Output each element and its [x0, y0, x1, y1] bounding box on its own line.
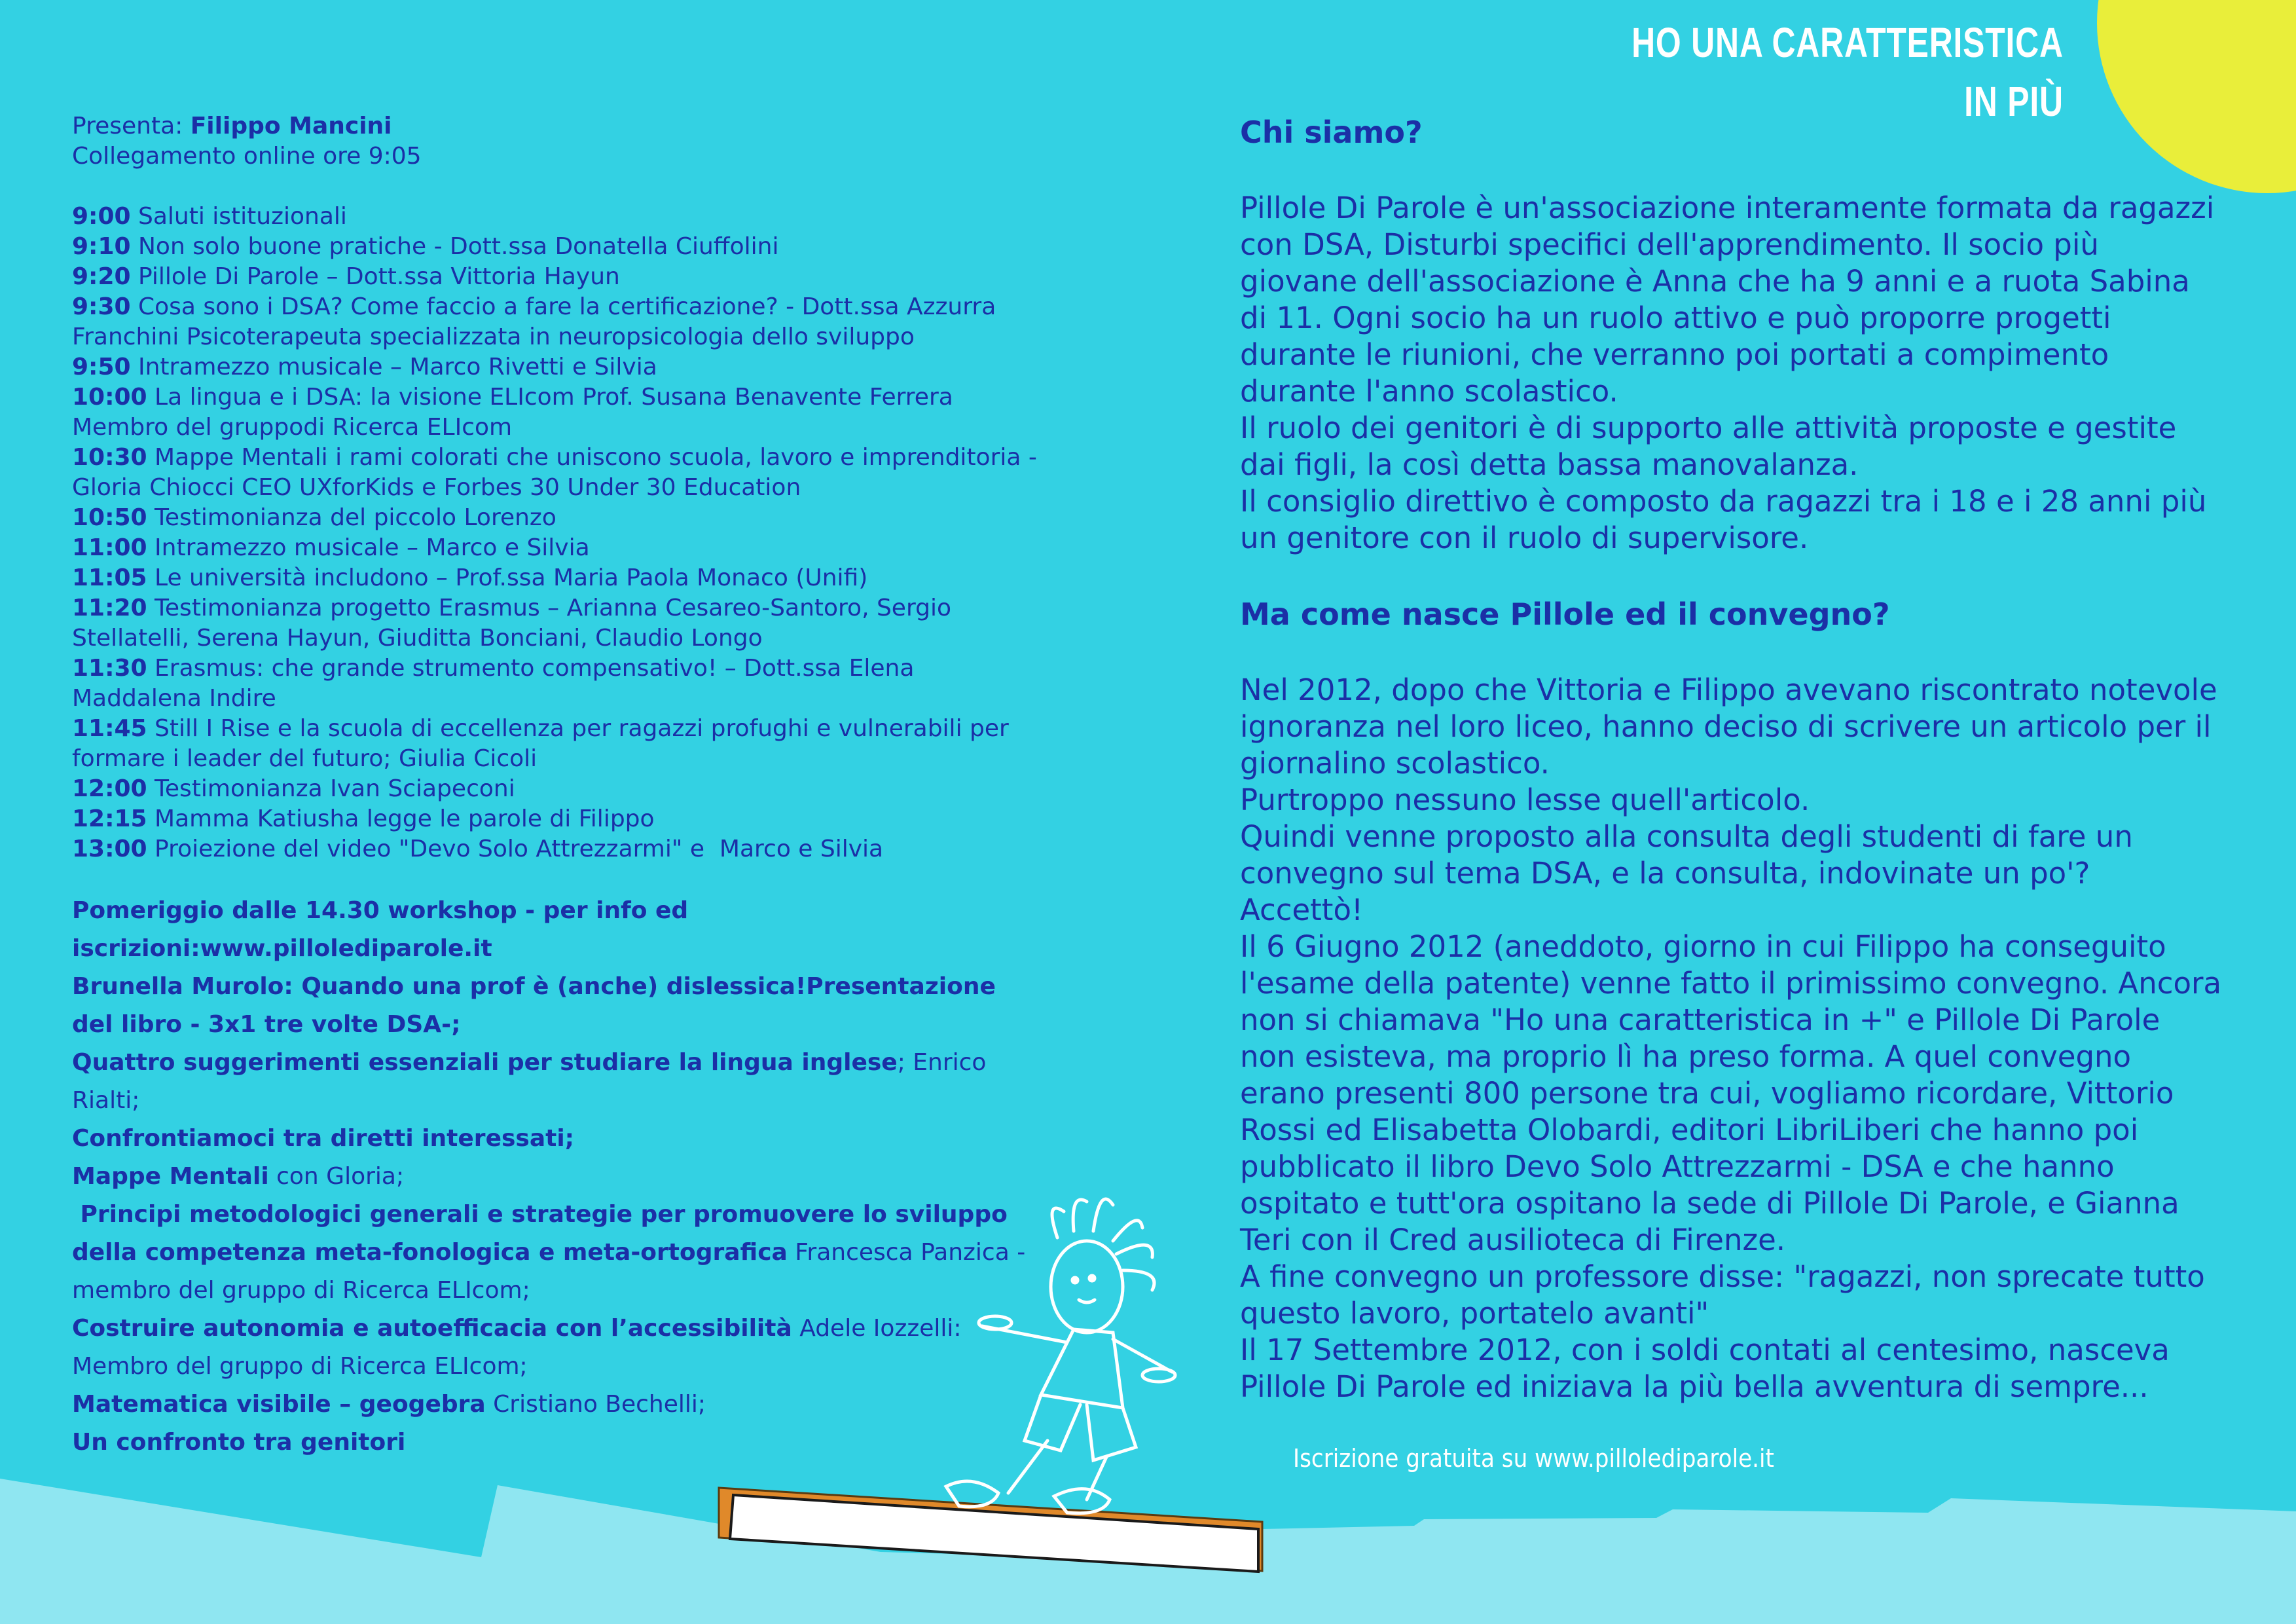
- schedule-text: Stellatelli, Serena Hayun, Giuditta Bonciani, Claudio Longo: [72, 625, 763, 652]
- schedule-text: Testimonianza Ivan Sciapeconi: [147, 775, 515, 802]
- schedule-text: Still I Rise e la scuola di eccellenza per ragazzi profughi e vulnerabili per: [147, 715, 1009, 742]
- workshop-item: [72, 1386, 1093, 1424]
- schedule-time: 11:30: [72, 655, 147, 682]
- about-section: [1240, 111, 2235, 1405]
- schedule-item: [72, 533, 1093, 563]
- workshop-speaker: membro del gruppo di Ricerca ELIcom;: [72, 1277, 530, 1304]
- schedule-item: [72, 804, 1093, 834]
- workshop-title: del libro - 3x1 tre volte DSA-;: [72, 1011, 461, 1038]
- schedule-time: 10:50: [72, 504, 147, 531]
- schedule-item: [72, 443, 1093, 473]
- workshop-speaker: con Gloria;: [268, 1163, 405, 1190]
- paragraph-line: durante l'anno scolastico.: [1240, 374, 1618, 409]
- brand-title-line2: IN PIÙ: [1964, 78, 2064, 125]
- workshop-item: [72, 1006, 1093, 1044]
- about-heading-who: Chi siamo?: [1240, 115, 1423, 150]
- presenter-line: [72, 111, 1093, 141]
- schedule-item: [72, 593, 1093, 623]
- workshop-title: Principi metodologici generali e strategie per promuovere lo sviluppo: [72, 1201, 1008, 1228]
- workshop-title: Mappe Mentali: [72, 1163, 269, 1190]
- workshop-item: [72, 1082, 1093, 1120]
- schedule-item: [72, 322, 1093, 352]
- schedule-text: Pillole Di Parole – Dott.ssa Vittoria Hayun: [130, 263, 620, 290]
- brand-title-line1: HO UNA CARATTERISTICA: [1631, 19, 2064, 66]
- schedule-item: [72, 292, 1093, 322]
- schedule-text: Cosa sono i DSA? Come faccio a fare la certificazione? - Dott.ssa Azzurra: [130, 293, 996, 320]
- workshop-title: Confrontiamoci tra diretti interessati;: [72, 1125, 575, 1152]
- paragraph-line: ignoranza nel loro liceo, hanno deciso di scrivere un articolo per il: [1240, 709, 2212, 744]
- workshop-item: [72, 1158, 1093, 1196]
- schedule-text: Le università includono – Prof.ssa Maria Paola Monaco (Unifi): [147, 564, 868, 591]
- about-paragraph-origin: [1240, 672, 2235, 1405]
- workshop-speaker: Adele Iozzelli:: [792, 1315, 962, 1342]
- schedule-item: [72, 684, 1093, 714]
- paragraph-line: erano presenti 800 persone tra cui, vogliamo ricordare, Vittorio: [1240, 1076, 2174, 1111]
- workshop-item: [72, 1424, 1093, 1462]
- workshop-title: Un confronto tra genitori: [72, 1429, 406, 1456]
- schedule-time: 12:15: [72, 805, 147, 832]
- workshop-item: [72, 1120, 1093, 1158]
- workshop-speaker: Cristiano Bechelli;: [485, 1391, 706, 1418]
- schedule-time: 9:00: [72, 203, 131, 230]
- schedule-item: [72, 654, 1093, 684]
- presenter-name: Filippo Mancini: [190, 113, 392, 139]
- schedule-time: 11:45: [72, 715, 147, 742]
- schedule-time: 9:10: [72, 233, 131, 260]
- paragraph-line: giovane dell'associazione è Anna che ha 9 anni e a ruota Sabina: [1240, 264, 2190, 299]
- schedule-item: [72, 382, 1093, 413]
- paragraph-line: l'esame della patente) venne fatto il primissimo convegno. Ancora: [1240, 966, 2222, 1001]
- schedule-item: [72, 834, 1093, 864]
- paragraph-line: Quindi venne proposto alla consulta degli studenti di fare un: [1240, 819, 2133, 854]
- workshop-item: [72, 1272, 1093, 1310]
- schedule-text: Maddalena Indire: [72, 685, 276, 712]
- schedule-item: [72, 503, 1093, 533]
- paragraph-line: un genitore con il ruolo di supervisore.: [1240, 521, 1809, 555]
- paragraph-line: pubblicato il libro Devo Solo Attrezzarmi - DSA e che hanno: [1240, 1149, 2115, 1184]
- schedule-text: Testimonianza del piccolo Lorenzo: [147, 504, 556, 531]
- schedule-text: Gloria Chiocci CEO UXforKids e Forbes 30 Under 30 Education: [72, 474, 801, 501]
- workshop-speaker: Rialti;: [72, 1087, 140, 1114]
- paragraph-line: non si chiamava "Ho una caratteristica in +" e Pillole Di Parole: [1240, 1003, 2160, 1037]
- presenter-label: Presenta:: [72, 113, 191, 139]
- program-schedule: [72, 111, 1093, 864]
- schedule-item: [72, 563, 1093, 593]
- workshop-title: Quattro suggerimenti essenziali per studiare la lingua inglese: [72, 1049, 898, 1076]
- schedule-text: Mappe Mentali i rami colorati che uniscono scuola, lavoro e imprenditoria -: [147, 444, 1037, 471]
- schedule-text: Membro del gruppodi Ricerca ELIcom: [72, 414, 513, 441]
- paragraph-line: questo lavoro, portatelo avanti": [1240, 1296, 1709, 1331]
- schedule-text: formare i leader del futuro; Giulia Cicoli: [72, 745, 538, 772]
- schedule-time: 10:30: [72, 444, 147, 471]
- schedule-time: 10:00: [72, 384, 147, 411]
- schedule-text: Erasmus: che grande strumento compensativo! – Dott.ssa Elena: [147, 655, 915, 682]
- schedule-item: [72, 413, 1093, 443]
- schedule-time: 12:00: [72, 775, 147, 802]
- schedule-item: [72, 473, 1093, 503]
- workshop-title: iscrizioni:www.pillolediparole.it: [72, 935, 492, 962]
- schedule-time: 13:00: [72, 836, 147, 862]
- workshop-speaker: Membro del gruppo di Ricerca ELIcom;: [72, 1353, 528, 1380]
- schedule-time: 11:00: [72, 534, 147, 561]
- paragraph-line: dai figli, la così detta bassa manovalanza.: [1240, 447, 1859, 482]
- workshop-title: Matematica visibile – geogebra: [72, 1391, 486, 1418]
- about-heading-origin: Ma come nasce Pillole ed il convegno?: [1240, 597, 1890, 632]
- schedule-text: La lingua e i DSA: la visione ELIcom Prof. Susana Benavente Ferrera: [147, 384, 953, 411]
- paragraph-line: giornalino scolastico.: [1240, 746, 1550, 781]
- schedule-text: Proiezione del video "Devo Solo Attrezzarmi" e Marco e Silvia: [147, 836, 884, 862]
- paragraph-line: Rossi ed Elisabetta Olobardi, editori LibriLiberi che hanno poi: [1240, 1113, 2139, 1147]
- paragraph-line: convegno sul tema DSA, e la consulta, indovinate un po'?: [1240, 856, 2090, 891]
- workshop-title: Costruire autonomia e autoefficacia con l’accessibilità: [72, 1315, 792, 1342]
- schedule-text: Non solo buone pratiche - Dott.ssa Donatella Ciuffolini: [130, 233, 779, 260]
- schedule-list: [72, 202, 1093, 864]
- paragraph-line: Pillole Di Parole è un'associazione interamente formata da ragazzi: [1240, 191, 2215, 225]
- schedule-item: [72, 262, 1093, 292]
- paragraph-line: Nel 2012, dopo che Vittoria e Filippo avevano riscontrato notevole: [1240, 673, 2217, 707]
- workshop-title: Pomeriggio dalle 14.30 workshop - per info ed: [72, 897, 689, 924]
- workshop-item: [72, 1196, 1093, 1234]
- online-connection-note: Collegamento online ore 9:05: [72, 143, 422, 170]
- paragraph-line: A fine convegno un professore disse: "ragazzi, non sprecate tutto: [1240, 1259, 2205, 1294]
- schedule-item: [72, 202, 1093, 232]
- paragraph-line: Teri con il Cred ausilioteca di Firenze.: [1240, 1223, 1786, 1257]
- schedule-time: 9:30: [72, 293, 131, 320]
- schedule-item: [72, 352, 1093, 382]
- paragraph-line: Il 17 Settembre 2012, con i soldi contati al centesimo, nasceva: [1240, 1333, 2170, 1367]
- schedule-item: [72, 714, 1093, 744]
- schedule-time: 11:20: [72, 595, 147, 621]
- paragraph-line: di 11. Ogni socio ha un ruolo attivo e può proporre progetti: [1240, 301, 2111, 335]
- schedule-text: Testimonianza progetto Erasmus – Arianna Cesareo-Santoro, Sergio: [147, 595, 952, 621]
- paragraph-line: Il consiglio direttivo è composto da ragazzi tra i 18 e i 28 anni più: [1240, 484, 2207, 519]
- signup-note: Iscrizione gratuita su www.pillolediparole.it: [1293, 1444, 1774, 1473]
- schedule-text: Mamma Katiusha legge le parole di Filippo: [147, 805, 655, 832]
- paragraph-line: Il 6 Giugno 2012 (aneddoto, giorno in cui Filippo ha conseguito: [1240, 929, 2166, 964]
- paragraph-line: Pillole Di Parole ed iniziava la più bella avventura di sempre...: [1240, 1369, 2149, 1404]
- schedule-item: [72, 623, 1093, 654]
- paragraph-line: con DSA, Disturbi specifici dell'apprendimento. Il socio più: [1240, 227, 2099, 262]
- workshop-list: [72, 892, 1093, 1462]
- paragraph-line: ospitato e tutt'ora ospitano la sede di Pillole Di Parole, e Gianna: [1240, 1186, 2179, 1221]
- schedule-text: Intramezzo musicale – Marco Rivetti e Silvia: [130, 354, 657, 380]
- schedule-time: 9:50: [72, 354, 131, 380]
- about-paragraph-who: [1240, 190, 2235, 557]
- schedule-item: [72, 774, 1093, 804]
- schedule-time: 11:05: [72, 564, 147, 591]
- workshop-item: [72, 968, 1093, 1006]
- workshop-speaker: ; Enrico: [897, 1049, 987, 1076]
- paragraph-line: Purtroppo nessuno lesse quell'articolo.: [1240, 783, 1810, 817]
- paragraph-line: Il ruolo dei genitori è di supporto alle attività proposte e gestite: [1240, 411, 2177, 445]
- schedule-text: Franchini Psicoterapeuta specializzata in neuropsicologia dello sviluppo: [72, 323, 915, 350]
- workshop-item: [72, 892, 1093, 930]
- schedule-item: [72, 232, 1093, 262]
- workshop-item: [72, 1348, 1093, 1386]
- paragraph-line: durante le riunioni, che verranno poi portati a compimento: [1240, 337, 2109, 372]
- paragraph-line: Accettò!: [1240, 893, 1364, 927]
- schedule-text: Intramezzo musicale – Marco e Silvia: [147, 534, 590, 561]
- workshop-title: Brunella Murolo: Quando una prof è (anche) dislessica!Presentazione: [72, 973, 996, 1000]
- workshop-item: [72, 930, 1093, 968]
- schedule-text: Saluti istituzionali: [130, 203, 347, 230]
- workshop-speaker: Francesca Panzica -: [787, 1239, 1026, 1266]
- workshop-item: [72, 1234, 1093, 1272]
- schedule-time: 9:20: [72, 263, 131, 290]
- schedule-item: [72, 744, 1093, 774]
- workshop-item: [72, 1310, 1093, 1348]
- paragraph-line: non esisteva, ma proprio lì ha preso forma. A quel convegno: [1240, 1039, 2132, 1074]
- workshop-title: della competenza meta-fonologica e meta-ortografica: [72, 1239, 788, 1266]
- workshop-item: [72, 1044, 1093, 1082]
